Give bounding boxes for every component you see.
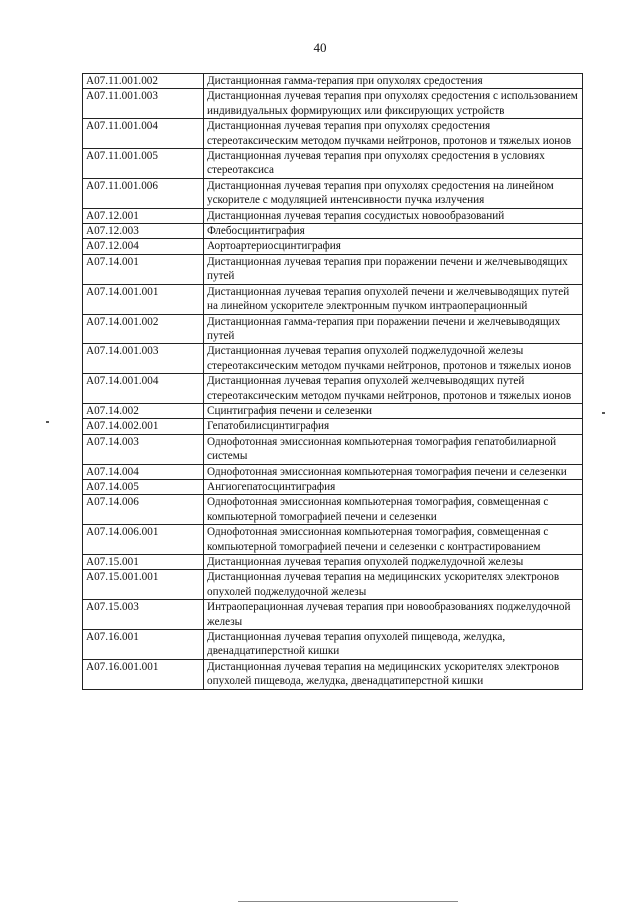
service-code: A07.14.002.001 bbox=[83, 419, 204, 434]
table-row bbox=[83, 374, 583, 404]
service-name: Однофотонная эмиссионная компьютерная томография, совмещенная с компьютерной томографией печени и селезенки bbox=[204, 495, 583, 525]
table-row bbox=[83, 479, 583, 494]
table-row bbox=[83, 600, 583, 630]
service-name: Дистанционная лучевая терапия при опухолях средостения на линейном ускорителе с модуляцией интенсивности пучка излучения bbox=[204, 178, 583, 208]
service-name: Ангиогепатосцинтиграфия bbox=[204, 479, 583, 494]
service-name: Дистанционная лучевая терапия при поражении печени и желчевыводящих путей bbox=[204, 254, 583, 284]
service-code: A07.12.003 bbox=[83, 224, 204, 239]
service-code: A07.14.002 bbox=[83, 403, 204, 418]
service-name: Дистанционная лучевая терапия при опухолях средостения в условиях стереотаксиса bbox=[204, 149, 583, 179]
service-name: Дистанционная лучевая терапия опухолей печени и желчевыводящих путей на линейном ускорителе электронным пучком интраоперационный bbox=[204, 284, 583, 314]
service-name: Дистанционная лучевая терапия опухолей поджелудочной железы стереотаксическим методом пучками нейтронов, протонов и тяжелых ионов bbox=[204, 344, 583, 374]
table-row bbox=[83, 119, 583, 149]
service-name: Дистанционная лучевая терапия на медицинских ускорителях электронов опухолей пищевода, желудка, двенадцатиперстной кишки bbox=[204, 659, 583, 689]
table-row bbox=[83, 495, 583, 525]
service-code: A07.11.001.003 bbox=[83, 89, 204, 119]
services-table-body bbox=[83, 74, 583, 690]
table-row bbox=[83, 239, 583, 254]
service-code: A07.15.001 bbox=[83, 555, 204, 570]
table-row bbox=[83, 344, 583, 374]
table-row bbox=[83, 570, 583, 600]
table-row bbox=[83, 284, 583, 314]
service-code: A07.11.001.002 bbox=[83, 74, 204, 89]
table-row bbox=[83, 525, 583, 555]
service-code: A07.14.001.001 bbox=[83, 284, 204, 314]
service-name: Флебосцинтиграфия bbox=[204, 224, 583, 239]
service-code: A07.14.006.001 bbox=[83, 525, 204, 555]
service-name: Однофотонная эмиссионная компьютерная томография гепатобилиарной системы bbox=[204, 434, 583, 464]
table-row bbox=[83, 208, 583, 223]
service-name: Дистанционная лучевая терапия опухолей поджелудочной железы bbox=[204, 555, 583, 570]
service-name: Дистанционная лучевая терапия опухолей желчевыводящих путей стереотаксическим методом пучками нейтронов, протонов и тяжелых ионов bbox=[204, 374, 583, 404]
service-name: Гепатобилисцинтиграфия bbox=[204, 419, 583, 434]
table-row bbox=[83, 419, 583, 434]
service-code: A07.14.004 bbox=[83, 464, 204, 479]
table-row bbox=[83, 178, 583, 208]
service-name: Дистанционная лучевая терапия при опухолях средостения стереотаксическим методом пучками нейтронов, протонов и тяжелых ионов bbox=[204, 119, 583, 149]
service-code: A07.14.003 bbox=[83, 434, 204, 464]
service-code: A07.14.006 bbox=[83, 495, 204, 525]
service-code: A07.11.001.006 bbox=[83, 178, 204, 208]
service-name: Дистанционная гамма-терапия при поражении печени и желчевыводящих путей bbox=[204, 314, 583, 344]
service-name: Дистанционная лучевая терапия опухолей пищевода, желудка, двенадцатиперстной кишки bbox=[204, 630, 583, 660]
service-name: Однофотонная эмиссионная компьютерная томография печени и селезенки bbox=[204, 464, 583, 479]
table-row bbox=[83, 89, 583, 119]
service-name: Дистанционная лучевая терапия на медицинских ускорителях электронов опухолей поджелудочной железы bbox=[204, 570, 583, 600]
service-code: A07.11.001.005 bbox=[83, 149, 204, 179]
service-name: Аортоартериосцинтиграфия bbox=[204, 239, 583, 254]
table-row bbox=[83, 555, 583, 570]
scan-edge-line bbox=[238, 901, 458, 902]
table-row bbox=[83, 254, 583, 284]
services-table bbox=[82, 73, 583, 690]
service-code: A07.15.001.001 bbox=[83, 570, 204, 600]
table-row bbox=[83, 630, 583, 660]
table-row bbox=[83, 314, 583, 344]
service-name: Дистанционная лучевая терапия при опухолях средостения с использованием индивидуальных формирующих или фиксирующих устройств bbox=[204, 89, 583, 119]
table-row bbox=[83, 74, 583, 89]
service-code: A07.15.003 bbox=[83, 600, 204, 630]
service-name: Однофотонная эмиссионная компьютерная томография, совмещенная с компьютерной томографией печени и селезенки с контрастированием bbox=[204, 525, 583, 555]
service-code: A07.16.001.001 bbox=[83, 659, 204, 689]
service-code: A07.14.001.004 bbox=[83, 374, 204, 404]
service-code: A07.11.001.004 bbox=[83, 119, 204, 149]
service-code: A07.16.001 bbox=[83, 630, 204, 660]
page-number: 40 bbox=[313, 40, 327, 55]
table-row bbox=[83, 403, 583, 418]
service-name: Дистанционная лучевая терапия сосудистых новообразований bbox=[204, 208, 583, 223]
service-code: A07.12.004 bbox=[83, 239, 204, 254]
service-code: A07.14.001 bbox=[83, 254, 204, 284]
scan-speck bbox=[602, 412, 605, 414]
scan-speck bbox=[46, 421, 49, 423]
service-code: A07.14.001.003 bbox=[83, 344, 204, 374]
service-code: A07.14.001.002 bbox=[83, 314, 204, 344]
service-name: Дистанционная гамма-терапия при опухолях средостения bbox=[204, 74, 583, 89]
service-name: Интраоперационная лучевая терапия при новообразованиях поджелудочной железы bbox=[204, 600, 583, 630]
service-name: Сцинтиграфия печени и селезенки bbox=[204, 403, 583, 418]
service-code: A07.14.005 bbox=[83, 479, 204, 494]
table-row bbox=[83, 149, 583, 179]
service-code: A07.12.001 bbox=[83, 208, 204, 223]
table-row bbox=[83, 659, 583, 689]
table-row bbox=[83, 464, 583, 479]
table-row bbox=[83, 224, 583, 239]
table-row bbox=[83, 434, 583, 464]
